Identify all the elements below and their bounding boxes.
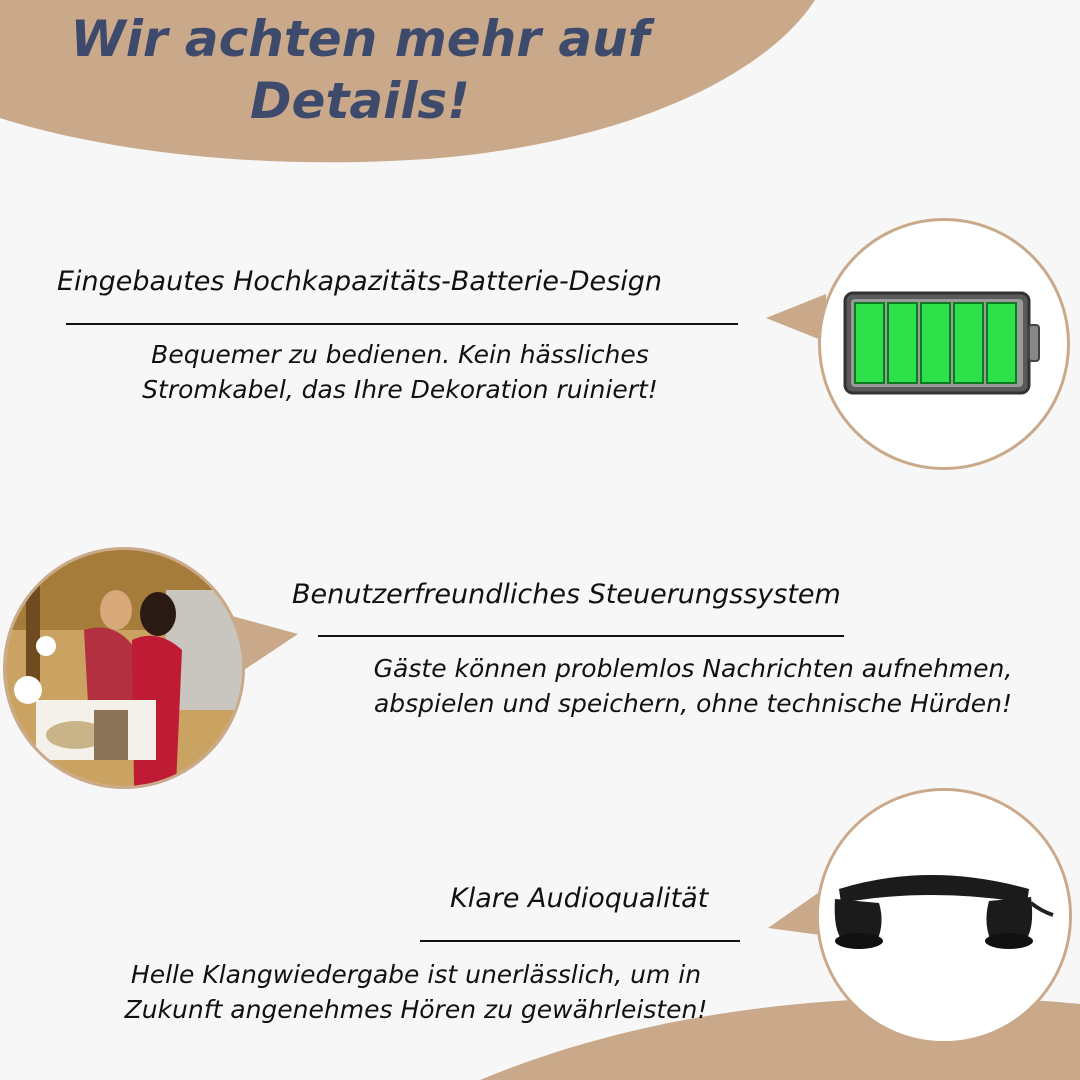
desc-line: Bequemer zu bedienen. Kein hässliches [151,340,649,369]
handset-circle [816,788,1072,1044]
page-title [40,8,680,132]
pointer-battery [766,290,826,350]
battery-circle [818,218,1070,470]
desc-line: Zukunft angenehmes Hören zu gewährleisten! [124,995,708,1024]
title-line-1: Wir achten mehr auf [70,10,650,68]
desc-line: Helle Klangwiedergabe ist unerlässlich, um in [130,960,702,989]
divider [318,635,844,637]
handset-icon [819,791,1069,1041]
feature-heading-audio: Klare Audioqualität [450,883,709,914]
feature-desc-battery [60,337,740,407]
divider [66,323,738,325]
feature-desc-guests [310,651,1076,721]
divider [420,940,740,942]
title-line-2: Details! [250,72,470,130]
feature-desc-audio [66,957,766,1027]
guests-photo [6,550,242,786]
desc-line: Gäste können problemlos Nachrichten aufnehmen, [373,654,1013,683]
desc-line: abspielen und speichern, ohne technische Hürden! [373,689,1013,718]
feature-heading-battery: Eingebautes Hochkapazitäts-Batterie-Design [57,266,662,297]
desc-line: Stromkabel, das Ihre Dekoration ruiniert! [142,375,658,404]
feature-heading-guests: Benutzerfreundliches Steuerungssystem [292,579,841,610]
battery-icon [821,221,1067,467]
guests-photo-circle [3,547,245,789]
